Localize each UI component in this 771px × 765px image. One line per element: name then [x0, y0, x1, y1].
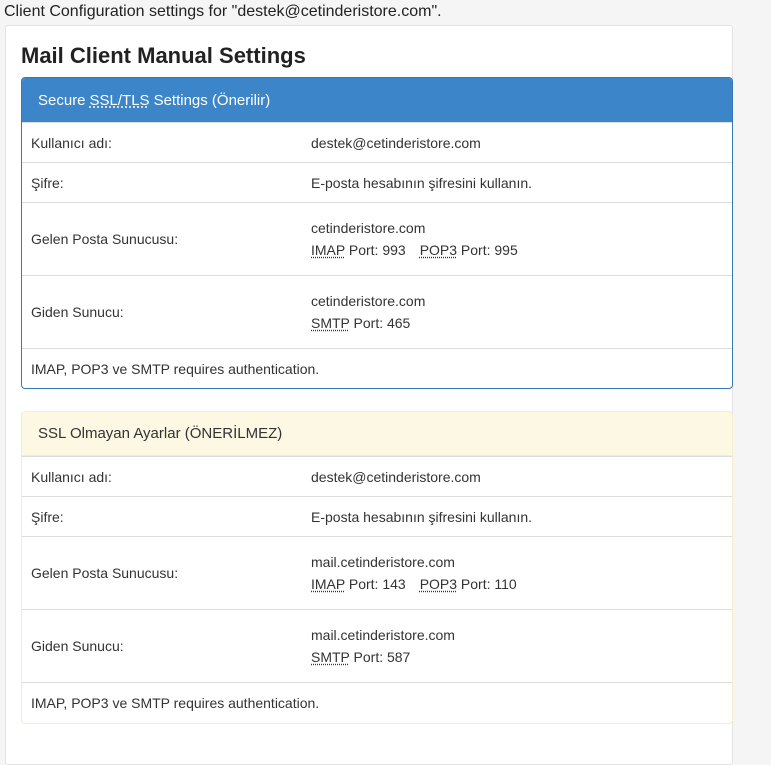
- imap-port: Port: 993: [344, 242, 406, 258]
- auth-note: IMAP, POP3 ve SMTP requires authentication.: [31, 694, 320, 711]
- incoming-ports: [311, 239, 732, 261]
- incoming-server-value: [311, 551, 732, 595]
- ssl-auth-row: [22, 348, 732, 388]
- ssl-heading-prefix: Secure: [38, 91, 86, 109]
- pop3-abbr: POP3: [419, 242, 458, 258]
- settings-card: [5, 25, 733, 765]
- page-title: Mail Client Manual Settings: [21, 43, 306, 68]
- outgoing-host: mail.cetinderistore.com: [311, 627, 455, 643]
- password-value: E-posta hesabının şifresini kullanın.: [311, 174, 533, 191]
- non-ssl-auth-row: [22, 682, 732, 722]
- username-label: Kullanıcı adı:: [31, 468, 112, 485]
- incoming-server-value: [311, 217, 732, 261]
- outgoing-ports: [311, 312, 732, 334]
- ssl-settings-panel: [21, 77, 733, 389]
- ssl-password-row: [22, 162, 732, 202]
- incoming-server-label: Gelen Posta Sunucusu:: [31, 565, 179, 581]
- non-ssl-username-row: [22, 456, 732, 496]
- imap-abbr: IMAP: [311, 242, 345, 258]
- incoming-host: cetinderistore.com: [311, 220, 426, 236]
- smtp-port: Port: 587: [349, 649, 411, 665]
- ssl-username-row: [22, 122, 732, 162]
- pop3-abbr: POP3: [419, 576, 458, 592]
- smtp-abbr: SMTP: [311, 315, 350, 331]
- non-ssl-panel-heading: SSL Olmayan Ayarlar (ÖNERİLMEZ): [22, 412, 732, 456]
- password-label: Şifre:: [31, 508, 64, 525]
- client-config-intro: Client Configuration settings for "destek@cetinderistore.com".: [4, 3, 442, 20]
- imap-abbr: IMAP: [311, 576, 345, 592]
- non-ssl-settings-panel: [21, 411, 733, 724]
- outgoing-host: cetinderistore.com: [311, 293, 426, 309]
- smtp-port: Port: 465: [349, 315, 411, 331]
- ssl-incoming-row: [22, 202, 732, 275]
- smtp-abbr: SMTP: [311, 649, 350, 665]
- username-value: destek@cetinderistore.com: [311, 468, 481, 485]
- outgoing-server-label: Giden Sunucu:: [31, 638, 124, 654]
- non-ssl-outgoing-row: [22, 609, 732, 682]
- incoming-server-label: Gelen Posta Sunucusu:: [31, 231, 179, 247]
- non-ssl-password-row: [22, 496, 732, 536]
- password-label: Şifre:: [31, 174, 64, 191]
- ssl-panel-heading: [22, 78, 732, 122]
- ssl-tls-abbr: SSL/TLS: [89, 91, 150, 109]
- username-value: destek@cetinderistore.com: [311, 134, 481, 151]
- pop3-port: Port: 110: [457, 576, 517, 592]
- ssl-outgoing-row: [22, 275, 732, 348]
- imap-port: Port: 143: [344, 576, 406, 592]
- username-label: Kullanıcı adı:: [31, 134, 112, 151]
- incoming-ports: [311, 573, 732, 595]
- outgoing-server-value: [311, 624, 732, 668]
- ssl-heading-suffix: Settings (Önerilir): [153, 91, 271, 109]
- auth-note: IMAP, POP3 ve SMTP requires authentication.: [31, 360, 320, 377]
- outgoing-server-label: Giden Sunucu:: [31, 304, 124, 320]
- incoming-host: mail.cetinderistore.com: [311, 554, 455, 570]
- pop3-port: Port: 995: [457, 242, 518, 258]
- outgoing-server-value: [311, 290, 732, 334]
- password-value: E-posta hesabının şifresini kullanın.: [311, 508, 533, 525]
- outgoing-ports: [311, 646, 732, 668]
- non-ssl-incoming-row: [22, 536, 732, 609]
